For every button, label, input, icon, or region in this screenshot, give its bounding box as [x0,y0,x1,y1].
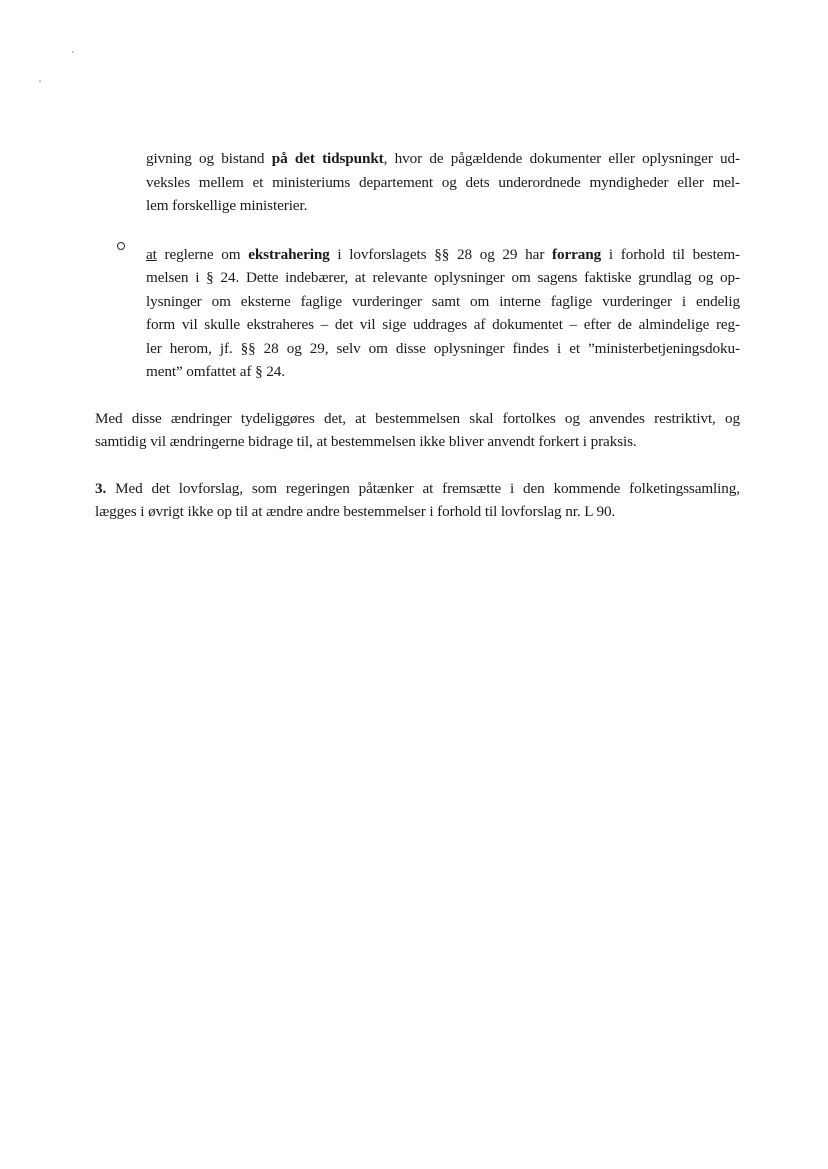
text-run: reglerne om [156,246,249,263]
text-run: i lovforslagets §§ 28 og 29 har [329,246,553,263]
text-run: Med det lovforslag, som regeringen påtænker at fremsætte i den kommende folketingssamling, [106,480,740,497]
text-line: ler herom, jf. §§ 28 og 29, selv om disse oplysninger findes i et ”ministerbetjeningsdoku- [146,340,740,357]
text-line: melsen i § 24. Dette indebærer, at relevante oplysninger om sagens faktiske grundlag og op- [146,269,740,286]
text-run: givning og bistand [146,150,272,167]
bold-phrase: forrang [552,246,602,263]
text-line: lem forskellige ministerier. [146,197,308,214]
text-run: , hvor de pågældende dokumenter eller oplysninger ud- [383,150,741,167]
text-line [95,478,740,500]
text-line: samtidig vil ændringerne bidrage til, at bestemmelsen ikke bliver anvendt forkert i praksis. [95,433,637,450]
text-line: ment” omfattet af § 24. [146,363,285,380]
text-line [146,244,740,266]
text-line: veksles mellem et ministeriums departement og dets underordnede myndigheder eller mel- [146,174,740,191]
scan-speck [72,51,74,53]
text-line: Med disse ændringer tydeliggøres det, at bestemmelsen skal fortolkes og anvendes restriktivt, og [95,410,740,427]
bold-phrase: ekstrahering [248,246,330,263]
text-line: lysninger om eksterne faglige vurderinger samt om interne faglige vurderinger i endelig [146,293,740,310]
section-number: 3. [95,480,107,497]
underlined-word: at [146,246,157,263]
bullet-icon [117,242,125,250]
text-line [146,148,740,170]
text-line: lægges i øvrigt ikke op til at ændre andre bestemmelser i forhold til lovforslag nr. L 90. [95,503,616,520]
bold-phrase: på det tidspunkt [271,150,384,167]
text-line: form vil skulle ekstraheres – det vil sige uddrages af dokumentet – efter de almindelige reg- [146,316,740,333]
text-run: i forhold til bestem- [601,246,740,263]
scan-speck [39,80,41,82]
